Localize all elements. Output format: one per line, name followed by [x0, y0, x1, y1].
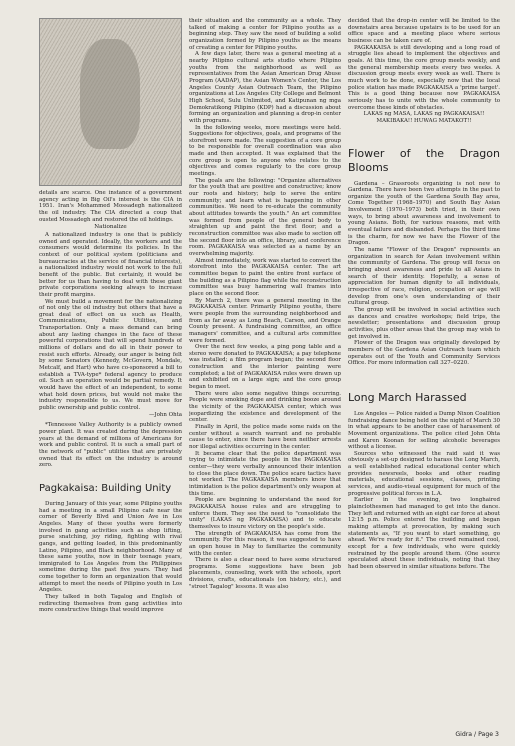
paragraph: their situation and the community as a whole. They talked of making a center for Pilipino youths as a beginning step. They saw the need of building a solid organization formed by Pilipino youths as the means of creating a center for Pilipino youths.: [189, 18, 341, 51]
paragraph: decided that the drop-in center will be limited to the downstairs area because upstairs is to be used for an office space and a meeting place where serious business can be taken care of.: [348, 18, 500, 44]
slogan: LAKAS ng MASA, LAKAS ng PAGKAKAISA!! MAKIBAKA!! HUWAG MATAKOT!!: [363, 111, 485, 124]
article-headline: Long March Harassed: [348, 390, 467, 404]
paragraph: People are beginning to understand the need for PAGKAKAISA house rules and are struggling to enforce them. They see the need to "consolidate the unity" (LAKAS ng PAGKAKAISA) and to educate themselves to insure victory on the people's side.: [189, 497, 341, 530]
paragraph: details are scarce. One instance of a government agency acting in Big Oil's interest is the CIA in 1951. Iran's Mohammed Mossadegh nationalized the oil industry. The CIA directed a coup that ousted Mossadegh and restored the oil holdings.: [39, 190, 182, 223]
paragraph: Flower of the Dragon was originally developed by members of the Gardena Asian Outreach team which operates out of the Youth and Community Services Office. For more information call 327–0220.: [348, 340, 500, 367]
column-right: [348, 18, 500, 723]
paragraph: Earlier in the evening, two longhaired plainclothesmen had managed to get into the dance. They left and returned with an eight car force at about 12:15 p.m. Police entered the building and began making attempts at provocation, by making such statements as, "If you want to start something, go ahead. We're ready for it." The crowd remained cool, except for a few individuals, who were quickly restrained by the people around them. (One source speculated about these individuals, noting that they had been observed in similar situations before. The: [348, 497, 500, 570]
paragraph: A nationalized industry is one that is publicly owned and operated. Ideally, the workers and the consumers would determine its policies. In the context of our political system (politicians and bureaucracies at the service of financial interests), a nationalized industry would not work to the full benefit of the public. But certainly, it would be better for us than having to deal with these giant private corporations seeking always to increase their profit margins.: [39, 231, 182, 298]
paragraph: It became clear that the police department was trying to intimidate the people in the PAGKAKAISA center—they were verbally announced their intention to close the place down. The police scare tactics have not worked. The PAGKAKAISA members know that intimidation is the police department's only weapon at this time.: [189, 450, 341, 497]
paragraph: Almost immediately, work was started to convert the storefront into the PAGKAKAISA center. The art committee began to paint the entire front surface of the building as a Pilipino flag while the reconstruction committee was busy hammering wall frames into place on the second floor.: [189, 257, 341, 297]
paragraph: We must build a movement for the nationalizing of not only the oil industry but others that have a great deal of effect on us such as Health, Communications, Public Utilities, and Transportation. Only a mass demand can bring about any lasting changes in the face of these powerful corporations that will spend hundreds of millions of dollars and do all in their power to resist such efforts. Already, our anger is being felt by some Senators (Kennedy, McGovern, Mondale, Metcalf, and Hart) who have co-sponsored a bill to establish a TVA-type* federal agency to produce oil. Such an operation would be partial remedy. It would have the effect of an independent, to some what hold down prices, but would not make the industry responsible to us. We must move for public ownership and public control.: [39, 298, 182, 411]
paragraph: Los Angeles — Police raided a Dump Nixon Coalition fundraising dance being held on the night of March 30 in what appears to be another case of harassment of Movement organizations. The police cited John Ohta and Karen Koonan for selling alcoholic beverages without a license.: [348, 410, 500, 451]
paragraph: There is also a clear need to have some structured programs. Some suggestions have been job placements, counseling, work with the schools, sport divisions, crafts, educationals (on history, etc.), and "street Tagalog" lessons. It was also: [189, 557, 341, 590]
paragraph: The name "Flower of the Dragon" represents an organization in search for Asian involvement within the community of Gardena. The group will focus on bringing about awareness and pride to all Asians in search of their identity. Hopefully, a sense of appreciation for human dignity to all individuals, irrespective of race, religion, occupation or age will develop from one's own understanding of their cultural group.: [348, 247, 500, 307]
author-signature: —John Ohta: [148, 411, 182, 418]
column-left: [39, 18, 182, 640]
paragraph: The group will be involved in social activities such as dances and creative workshops; field trips, the newsletter; presentations and discussion group activities, plus other areas that the group may wish to get involved in.: [348, 306, 500, 340]
paragraph: Finally in April, the police made some raids on the center without a search warrant and no probable cause to enter, since there have been neither arrests nor illegal activities occurring in the center.: [189, 424, 341, 450]
article-headline: Flower of the Dragon Blooms: [348, 146, 500, 174]
paragraph: The goals are the following: "Organize alternatives for the youth that are positive and constructive; know our roots and history; help to serve the entire community; and learn what is happening in other communities. We need to re-educate the community about attitudes towards the youth." An art committee was formed from people of the general body to straighten up and paint the first floor; and a reconstruction committee was also made to section off the second floor into an office, library, and conference room. PAGKAKAISA was selected as a name by an overwhelming majority.: [189, 177, 341, 257]
illustration-figure: [80, 39, 140, 149]
paragraph: During January of this year, some Pilipino youths had a meeting in a small Pilipino cafe near the corner of Beverly Blvd and Union Ave in Los Angeles. Many of these youths were formerly involved in gang activities such as shop lifting, purse snatching, joy riding, fighting with rival gangs, and getting loaded, in this predominantly Latino, Pilipino, and Black neighborhood. Many of these same youths, now in their teenage years, immigrated to Los Angeles from the Philippines sometime during the past five years. They had come together to form an organization that would attempt to meet the needs of Pilipino youth in Los Angeles.: [39, 500, 182, 594]
paragraph: Over the next few weeks, a ping pong table and a stereo were donated to PAGKAKAISA; a pay telephone was installed; a film program began; the second floor construction and the interior painting were completed; a list of PAGKAKAISA rules were drawn up and exhibited on a large sign; and the core group began to meet.: [189, 344, 341, 391]
column-middle: [189, 18, 341, 723]
illustration-image: [39, 18, 182, 186]
paragraph: By March 2, there was a general meeting in the PAGKAKAISA center. Primarily Pilipino youths, there were people from the surrounding neighborhood and from as far away as Long Beach, Carson, and Orange County present. A fundraising committee, an office managers' committee, and a cultural arts committee were formed.: [189, 297, 341, 344]
paragraph: The strength of PAGKAKAISA has come from the community. For this reason, it was suggested to have an open house in May to familiarize the community with the center.: [189, 530, 341, 557]
paragraph: Gardena – Grassroots organizing is not new to Gardena. There have been two attempts in the past to organize the youth of the Gardena South Bay area, Come Together (1968–1970) and South Bay Asian Involvement (1970–1973) both tried, in their own ways, to bring about awareness and involvement to young Asians. Both, for various reasons, met with eventual failure and disbanded. Perhaps the third time is the charm, for now we have the Flower of the Dragon.: [348, 180, 500, 247]
paragraph: They talked in both Tagalog and English of redirecting themselves from gang activities into more constructive things that would improve: [39, 594, 182, 614]
paragraph: In the following weeks, more meetings were held. Suggestions for objectives, goals, and programs of the storefront were made. The suggestion of a core group to be responsible for overall coordination was also made and then accepted. It was explained that the core group is open to anyone who relates to the objectives and comes regularly to the core group meetings.: [189, 124, 341, 178]
article-headline: Pagkakaisa: Building Unity: [39, 482, 172, 494]
page-footer: Gidra / Page 3: [455, 731, 499, 738]
subheading: Nationalize: [94, 224, 127, 231]
paragraph: Sources who witnessed the raid said it was obviously a set-up designed to harass the Long March, a well established radical educational center which provides newsreels, books and other reading materials, educational sessions, classes, printing services, and audio-visual equipment for much of the progressive political forces in L.A.: [348, 450, 500, 497]
footnote: *Tennessee Valley Authority is a publicly owned power plant. It was created during the depression years at the demand of millions of Americans for work and public control. It is such a small part of the network of "public" utilities that are privately owned that its effect on the industry is around zero.: [39, 422, 182, 469]
paragraph: There were also some negative things occurring. People were smoking dope and drinking booze around the vicinity of the PAGKAKAISA center, which was jeopardizing the existence and development of the center.: [189, 390, 341, 424]
paragraph: PAGKAKAISA is still developing and a long road of struggle lies ahead to implement the objectives and goals. At this time, the core group meets weekly, and the general membership meets every two weeks. A discussion group meets every week as well. There is much work to be done, especially now that the local police station has made PAGKAKAISA a 'prime target'. This is a good thing because now PAGKAKAISA seriously has to unite with the whole community to overcome these kinds of obstacles.: [348, 44, 500, 111]
paragraph: A few days later, there was a general meeting at a nearby Pilipino cultural arts studio where Pilipino youths from the neighborhood as well as representatives from the Asian American Drug Abuse Program (AADAP), the Asian Women's Center, the Los Angeles County Asian Outreach Team, the Pilipino organizations at Los Angeles City College and Belmont High School, Sulu Unlimited, and Katipunan ng mga Demokratikong Pilipino (KDP) had a discussion about forming an organization and planning a drop-in center with programs.: [189, 51, 341, 124]
